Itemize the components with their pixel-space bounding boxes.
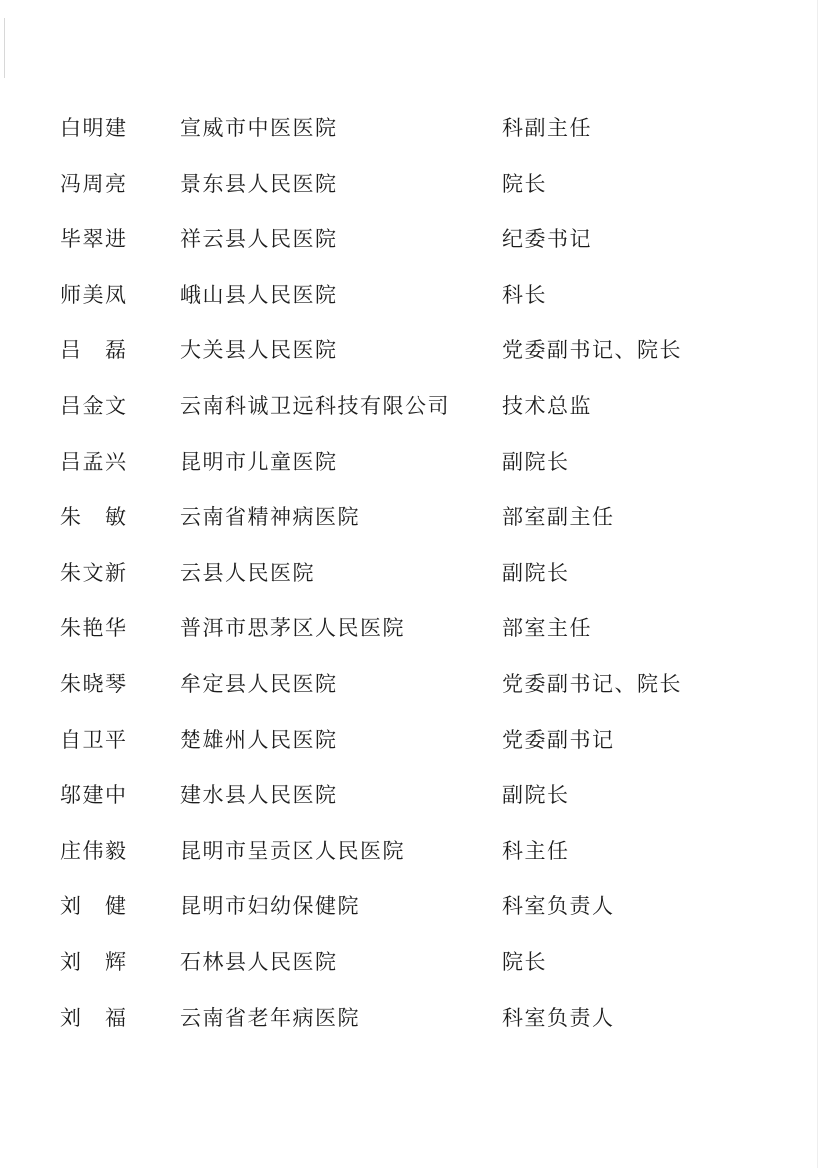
organization: 云南省精神病医院 — [180, 505, 360, 530]
person-name: 自卫平 — [60, 727, 128, 752]
person-name: 刘 健 — [60, 894, 128, 919]
job-title: 科长 — [502, 282, 547, 307]
organization: 建水县人民医院 — [180, 783, 338, 808]
list-item — [0, 330, 826, 386]
job-title: 副院长 — [502, 560, 570, 585]
list-item — [0, 442, 826, 498]
organization: 云南科诚卫远科技有限公司 — [180, 393, 450, 418]
list-item — [0, 886, 826, 942]
job-title: 党委副书记、院长 — [502, 338, 682, 363]
job-title: 部室副主任 — [502, 505, 615, 530]
person-name: 吕 磊 — [60, 338, 128, 363]
list-item — [0, 664, 826, 720]
person-name: 朱晓琴 — [60, 671, 128, 696]
job-title: 科副主任 — [502, 116, 592, 140]
organization: 昆明市妇幼保健院 — [180, 894, 360, 919]
organization: 景东县人民医院 — [180, 171, 338, 196]
job-title: 纪委书记 — [502, 227, 592, 252]
organization: 昆明市呈贡区人民医院 — [180, 838, 405, 863]
organization: 祥云县人民医院 — [180, 227, 338, 252]
job-title: 技术总监 — [502, 393, 592, 418]
list-item — [0, 164, 826, 220]
list-item — [0, 275, 826, 331]
list-item — [0, 942, 826, 998]
person-name: 邬建中 — [60, 783, 128, 808]
person-name: 刘 福 — [60, 1005, 128, 1030]
person-name: 师美凤 — [60, 282, 128, 307]
organization: 昆明市儿童医院 — [180, 449, 338, 474]
organization: 宣威市中医医院 — [180, 116, 338, 140]
job-title: 副院长 — [502, 783, 570, 808]
person-name: 冯周亮 — [60, 171, 128, 196]
job-title: 院长 — [502, 949, 547, 974]
job-title: 部室主任 — [502, 616, 592, 641]
person-name: 朱文新 — [60, 560, 128, 585]
organization: 云南省老年病医院 — [180, 1005, 360, 1030]
list-item — [0, 608, 826, 664]
job-title: 党委副书记、院长 — [502, 671, 682, 696]
person-name: 毕翠进 — [60, 227, 128, 252]
organization: 大关县人民医院 — [180, 338, 338, 363]
person-name: 白明建 — [60, 116, 128, 140]
person-name: 朱 敏 — [60, 505, 128, 530]
job-title: 院长 — [502, 171, 547, 196]
organization: 普洱市思茅区人民医院 — [180, 616, 405, 641]
list-item — [0, 108, 826, 164]
list-item — [0, 497, 826, 553]
organization: 峨山县人民医院 — [180, 282, 338, 307]
person-name: 吕金文 — [60, 393, 128, 418]
job-title: 党委副书记 — [502, 727, 615, 752]
job-title: 科主任 — [502, 838, 570, 863]
organization: 楚雄州人民医院 — [180, 727, 338, 752]
job-title: 科室负责人 — [502, 1005, 615, 1030]
person-name: 朱艳华 — [60, 616, 128, 641]
job-title: 副院长 — [502, 449, 570, 474]
job-title: 科室负责人 — [502, 894, 615, 919]
list-item — [0, 553, 826, 609]
list-item — [0, 219, 826, 275]
person-name: 刘 辉 — [60, 949, 128, 974]
scan-edge-mark — [4, 18, 5, 78]
organization: 石林县人民医院 — [180, 949, 338, 974]
organization: 云县人民医院 — [180, 560, 315, 585]
list-item — [0, 775, 826, 831]
person-name: 庄伟毅 — [60, 838, 128, 863]
list-item — [0, 831, 826, 887]
list-item — [0, 720, 826, 776]
list-item — [0, 386, 826, 442]
list-item — [0, 998, 826, 1054]
personnel-list — [0, 108, 826, 1053]
organization: 牟定县人民医院 — [180, 671, 338, 696]
person-name: 吕孟兴 — [60, 449, 128, 474]
